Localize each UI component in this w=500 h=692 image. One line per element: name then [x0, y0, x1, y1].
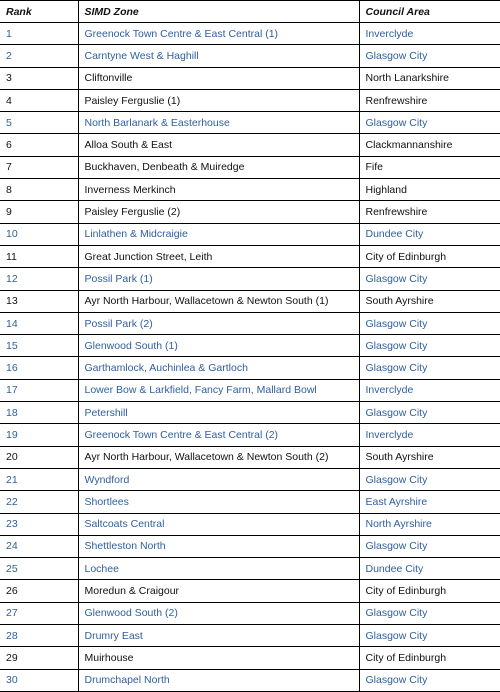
- council-area-cell[interactable]: Glasgow City: [359, 45, 500, 67]
- rank-cell: 26: [0, 580, 78, 602]
- rank-cell: 6: [0, 134, 78, 156]
- simd-zone-cell[interactable]: Carntyne West & Haghill: [78, 45, 359, 67]
- council-area-cell[interactable]: Glasgow City: [359, 112, 500, 134]
- table-row: [0, 290, 500, 312]
- simd-zone-cell[interactable]: Shettleston North: [78, 535, 359, 557]
- table-row: [0, 179, 500, 201]
- rank-cell[interactable]: 1: [0, 23, 78, 45]
- table-row: [0, 647, 500, 669]
- council-area-cell: Fife: [359, 156, 500, 178]
- council-area-cell[interactable]: Glasgow City: [359, 468, 500, 490]
- simd-zone-cell: Alloa South & East: [78, 134, 359, 156]
- council-area-cell: Highland: [359, 179, 500, 201]
- council-area-cell: South Ayrshire: [359, 446, 500, 468]
- table-row: [0, 379, 500, 401]
- table-row: [0, 45, 500, 67]
- table-row: [0, 268, 500, 290]
- council-area-cell: North Lanarkshire: [359, 67, 500, 89]
- header-rank: Rank: [0, 1, 78, 23]
- council-area-cell[interactable]: Glasgow City: [359, 335, 500, 357]
- simd-zone-cell[interactable]: Possil Park (1): [78, 268, 359, 290]
- rank-cell[interactable]: 10: [0, 223, 78, 245]
- table-row: [0, 491, 500, 513]
- header-council-area: Council Area: [359, 1, 500, 23]
- table-row: [0, 558, 500, 580]
- simd-zone-cell: Moredun & Craigour: [78, 580, 359, 602]
- council-area-cell: Renfrewshire: [359, 89, 500, 111]
- rank-cell[interactable]: 18: [0, 402, 78, 424]
- simd-zone-cell[interactable]: Glenwood South (1): [78, 335, 359, 357]
- table-row: [0, 513, 500, 535]
- table-row: [0, 402, 500, 424]
- simd-zone-cell[interactable]: Possil Park (2): [78, 312, 359, 334]
- table-header-row: [0, 1, 500, 23]
- council-area-cell[interactable]: North Ayrshire: [359, 513, 500, 535]
- rank-cell: 13: [0, 290, 78, 312]
- table-row: [0, 602, 500, 624]
- council-area-cell[interactable]: Inverclyde: [359, 23, 500, 45]
- table-row: [0, 335, 500, 357]
- council-area-cell: Renfrewshire: [359, 201, 500, 223]
- table-body: [0, 23, 500, 692]
- rank-cell: 7: [0, 156, 78, 178]
- table-row: [0, 424, 500, 446]
- simd-zone-cell[interactable]: Drumry East: [78, 625, 359, 647]
- table-row: [0, 201, 500, 223]
- simd-zone-cell[interactable]: Lochee: [78, 558, 359, 580]
- council-area-cell: City of Edinburgh: [359, 580, 500, 602]
- table-row: [0, 580, 500, 602]
- rank-cell: 20: [0, 446, 78, 468]
- rank-cell[interactable]: 14: [0, 312, 78, 334]
- simd-zone-cell[interactable]: Drumchapel North: [78, 669, 359, 691]
- rank-cell: 9: [0, 201, 78, 223]
- council-area-cell[interactable]: Glasgow City: [359, 535, 500, 557]
- council-area-cell[interactable]: Glasgow City: [359, 312, 500, 334]
- simd-zone-cell: Ayr North Harbour, Wallacetown & Newton South (1): [78, 290, 359, 312]
- council-area-cell: City of Edinburgh: [359, 245, 500, 267]
- council-area-cell[interactable]: Glasgow City: [359, 602, 500, 624]
- rank-cell[interactable]: 25: [0, 558, 78, 580]
- simd-zone-cell[interactable]: Lower Bow & Larkfield, Fancy Farm, Mallard Bowl: [78, 379, 359, 401]
- council-area-cell[interactable]: Dundee City: [359, 558, 500, 580]
- council-area-cell[interactable]: Glasgow City: [359, 625, 500, 647]
- rank-cell: 8: [0, 179, 78, 201]
- table-row: [0, 23, 500, 45]
- rank-cell[interactable]: 19: [0, 424, 78, 446]
- simd-zone-cell: Inverness Merkinch: [78, 179, 359, 201]
- table-row: [0, 357, 500, 379]
- table-row: [0, 446, 500, 468]
- simd-zone-cell[interactable]: Greenock Town Centre & East Central (2): [78, 424, 359, 446]
- simd-zone-cell[interactable]: Linlathen & Midcraigie: [78, 223, 359, 245]
- simd-zone-cell[interactable]: Garthamlock, Auchinlea & Gartloch: [78, 357, 359, 379]
- simd-zone-cell[interactable]: Wyndford: [78, 468, 359, 490]
- council-area-cell[interactable]: Glasgow City: [359, 669, 500, 691]
- simd-zone-cell[interactable]: Shortlees: [78, 491, 359, 513]
- rank-cell[interactable]: 15: [0, 335, 78, 357]
- table-row: [0, 112, 500, 134]
- rank-cell[interactable]: 24: [0, 535, 78, 557]
- table-row: [0, 134, 500, 156]
- rank-cell[interactable]: 28: [0, 625, 78, 647]
- simd-zone-cell: Great Junction Street, Leith: [78, 245, 359, 267]
- rank-cell[interactable]: 5: [0, 112, 78, 134]
- rank-cell: 11: [0, 245, 78, 267]
- rank-cell: 29: [0, 647, 78, 669]
- table-row: [0, 625, 500, 647]
- simd-zone-cell: Paisley Ferguslie (1): [78, 89, 359, 111]
- simd-zone-cell[interactable]: Petershill: [78, 402, 359, 424]
- council-area-cell: Clackmannanshire: [359, 134, 500, 156]
- council-area-cell[interactable]: Dundee City: [359, 223, 500, 245]
- council-area-cell[interactable]: Inverclyde: [359, 424, 500, 446]
- council-area-cell[interactable]: Glasgow City: [359, 402, 500, 424]
- simd-zone-cell[interactable]: Glenwood South (2): [78, 602, 359, 624]
- table-row: [0, 312, 500, 334]
- table-row: [0, 156, 500, 178]
- simd-zone-cell[interactable]: Saltcoats Central: [78, 513, 359, 535]
- rank-cell[interactable]: 30: [0, 669, 78, 691]
- council-area-cell: City of Edinburgh: [359, 647, 500, 669]
- table-row: [0, 468, 500, 490]
- table-row: [0, 245, 500, 267]
- council-area-cell[interactable]: Glasgow City: [359, 357, 500, 379]
- rank-cell[interactable]: 27: [0, 602, 78, 624]
- rank-cell[interactable]: 23: [0, 513, 78, 535]
- simd-zone-cell: Paisley Ferguslie (2): [78, 201, 359, 223]
- rank-cell: 4: [0, 89, 78, 111]
- council-area-cell[interactable]: Glasgow City: [359, 268, 500, 290]
- council-area-cell[interactable]: Inverclyde: [359, 379, 500, 401]
- rank-cell[interactable]: 17: [0, 379, 78, 401]
- table-row: [0, 67, 500, 89]
- simd-zone-cell: Muirhouse: [78, 647, 359, 669]
- rank-cell[interactable]: 12: [0, 268, 78, 290]
- simd-zone-cell[interactable]: Greenock Town Centre & East Central (1): [78, 23, 359, 45]
- simd-zone-cell: Ayr North Harbour, Wallacetown & Newton South (2): [78, 446, 359, 468]
- table-row: [0, 535, 500, 557]
- simd-zone-cell: Cliftonville: [78, 67, 359, 89]
- table-row: [0, 89, 500, 111]
- rank-cell: 3: [0, 67, 78, 89]
- table-row: [0, 669, 500, 691]
- rank-cell[interactable]: 21: [0, 468, 78, 490]
- rank-cell[interactable]: 16: [0, 357, 78, 379]
- header-simd-zone: SIMD Zone: [78, 1, 359, 23]
- rank-cell[interactable]: 2: [0, 45, 78, 67]
- rank-cell[interactable]: 22: [0, 491, 78, 513]
- simd-zone-cell: Buckhaven, Denbeath & Muiredge: [78, 156, 359, 178]
- council-area-cell: South Ayrshire: [359, 290, 500, 312]
- simd-zone-cell[interactable]: North Barlanark & Easterhouse: [78, 112, 359, 134]
- council-area-cell[interactable]: East Ayrshire: [359, 491, 500, 513]
- table-row: [0, 223, 500, 245]
